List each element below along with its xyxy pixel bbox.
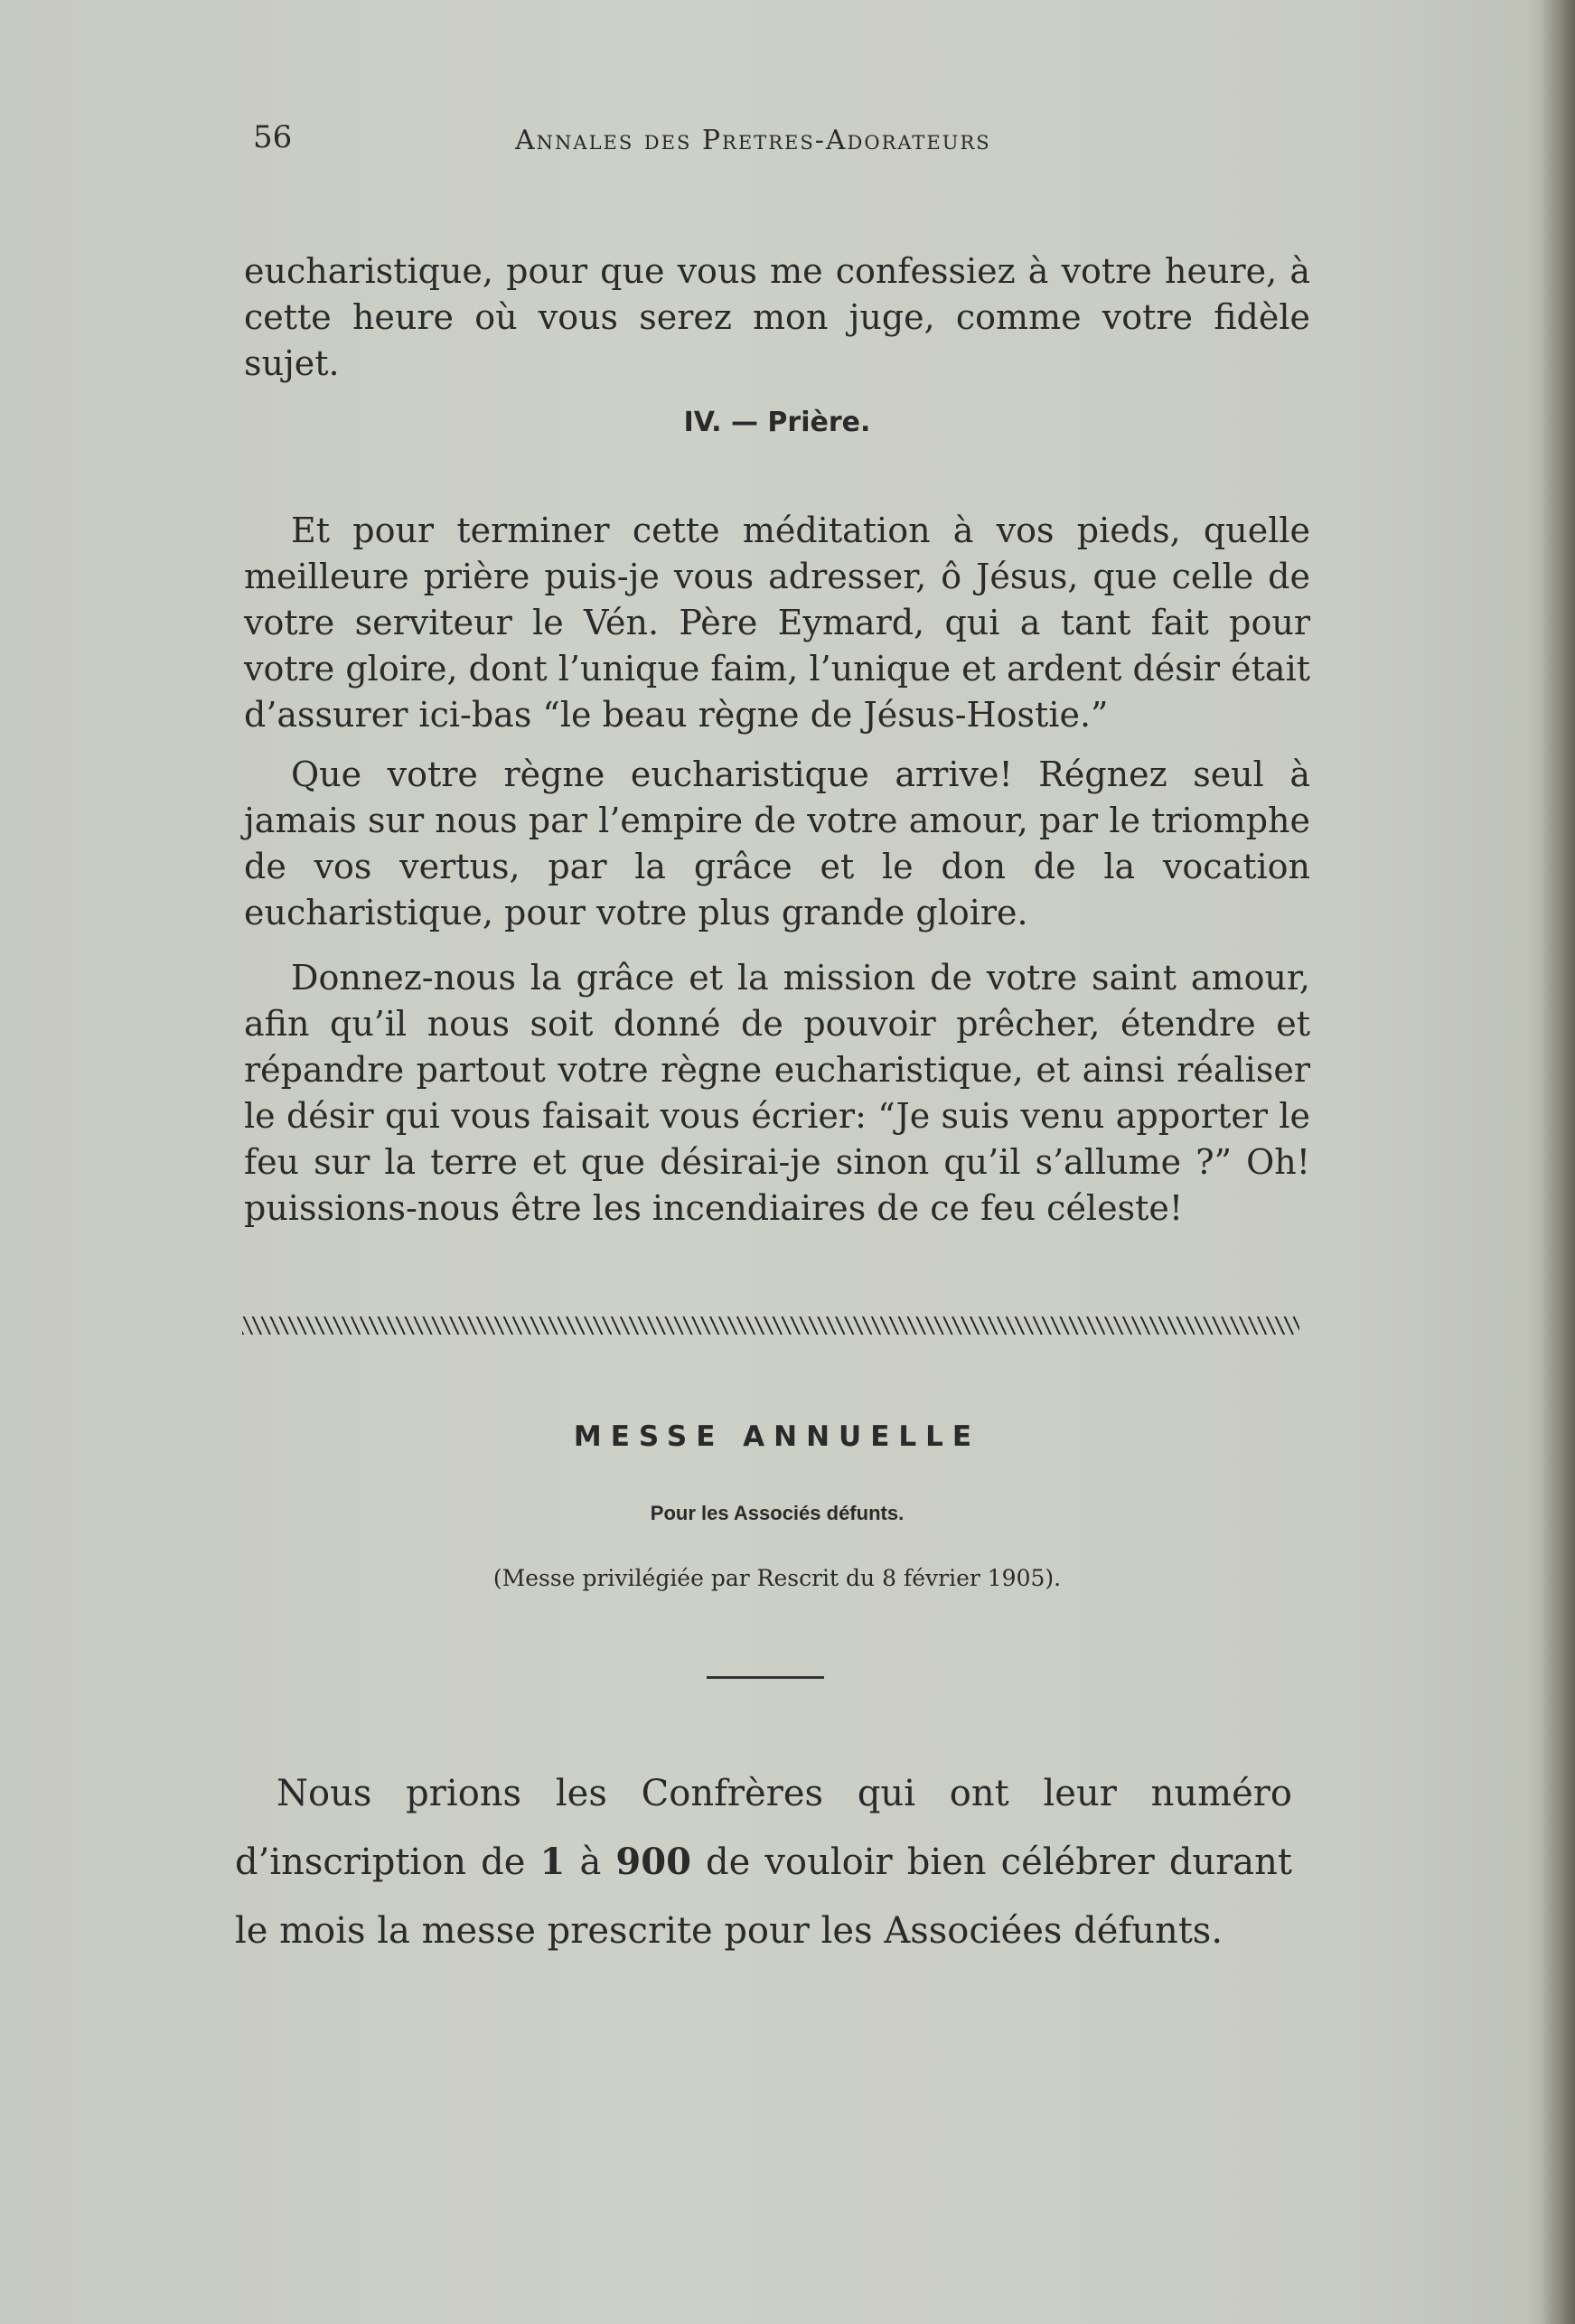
page-edge-shadow xyxy=(1541,0,1575,2324)
messe-title: MESSE ANNUELLE xyxy=(573,1420,981,1453)
running-head xyxy=(253,117,1319,163)
short-divider xyxy=(707,1676,824,1679)
continuation-paragraph: eucharistique, pour que vous me confessiez à votre heure, à cette heure où vous serez mon juge, comme votre fidèle sujet. xyxy=(244,251,1310,383)
range-end: 900 xyxy=(615,1841,691,1883)
messe-announcement xyxy=(235,1759,1292,1965)
prayer-paragraph-3: Donnez-nous la grâce et la mission de votre saint amour, afin qu’il nous soit donné de pouvoir prêcher, étendre et répandre partout votre règne eucharistique, et ainsi réaliser le désir qui vous faisait vous écrier: “Je suis venu apporter le feu sur la terre et que désirai-je sinon qu’il s’allume ?” Oh! puissions-nous être les incendiaires de ce feu céleste! xyxy=(244,958,1310,1228)
section-heading: IV. — Prière. xyxy=(683,407,871,438)
page-number: 56 xyxy=(253,119,293,155)
messe-note: (Messe privilégiée par Rescrit du 8 février 1905). xyxy=(492,1565,1062,1591)
announcement-text-after: de vouloir bien célébrer durant le mois la messe prescrite pour les Associées défunts. xyxy=(235,1841,1292,1952)
messe-subtitle: Pour les Associés défunts. xyxy=(650,1502,905,1524)
hatched-divider xyxy=(242,1317,1299,1335)
range-word: à xyxy=(565,1841,616,1883)
prayer-paragraph-1: Et pour terminer cette méditation à vos pieds, quelle meilleure prière puis-je vous adresser, ô Jésus, que celle de votre serviteur le Vén. Père Eymard, qui a tant fait pour votre gloire, dont l’unique faim, l’unique et ardent désir était d’assurer ici-bas “le beau règne de Jésus-Hostie.” xyxy=(244,511,1311,735)
journal-title: Annales des Pretres-Adorateurs xyxy=(515,125,991,156)
announcement-text-before: Nous prions les Confrères qui ont leur numéro d’inscription de xyxy=(235,1773,1292,1883)
prayer-paragraph-2: Que votre règne eucharistique arrive! Régnez seul à jamais sur nous par l’empire de votre amour, par le triomphe de vos vertus, par la grâce et le don de la vocation eucharistique, pour votre plus grande gloire. xyxy=(244,754,1310,932)
range-start: 1 xyxy=(539,1841,566,1883)
